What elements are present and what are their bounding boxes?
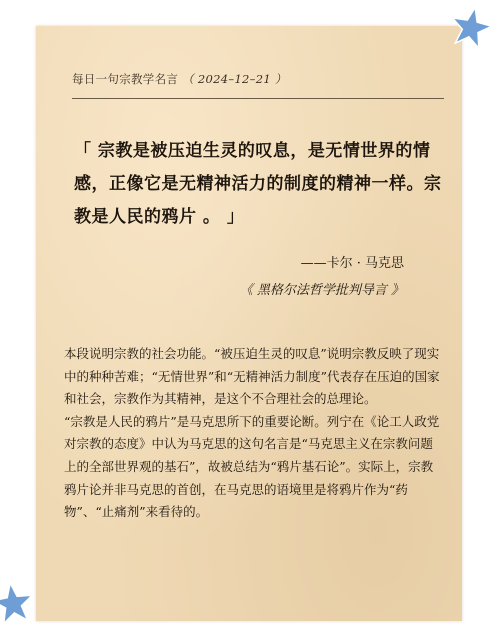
- header-date: （ 2024–12–21 ）: [182, 72, 287, 86]
- quote-source: 《 黑格尔法哲学批判导言 》: [239, 283, 404, 298]
- header-title: 每日一句宗教学名言: [72, 72, 179, 86]
- star-icon: [0, 580, 36, 626]
- header-divider: [72, 98, 444, 99]
- commentary: [64, 343, 440, 524]
- quote-card: [36, 26, 462, 621]
- commentary-paragraph-1: 本段说明宗教的社会功能。“被压迫生灵的叹息”说明宗教反映了现实中的种种苦难；“无情世界”和“无精神活力制度”代表存在压迫的国家和社会，宗教作为其精神，是这个不合理社会的总理论。: [64, 346, 440, 407]
- quote-text: 「 宗教是被压迫生灵的叹息，是无情世界的情感，正像它是无精神活力的制度的精神一样。宗教是人民的鸦片 。 」: [74, 141, 442, 227]
- quote-author: ——卡尔 · 马克思: [300, 256, 404, 271]
- commentary-paragraph-2: “宗教是人民的鸦片”是马克思所下的重要论断。列宁在《论工人政党对宗教的态度》中认为马克思的这句名言是“马克思主义在宗教问题上的全部世界观的基石”，故被总结为“鸦片基石论”。实际上，宗教鸦片论并非马克思的首创，在马克思的语境里是将鸦片作为“药物”、“止痛剂”来看待的。: [64, 413, 440, 520]
- star-icon: [448, 4, 494, 50]
- card-header: [72, 71, 444, 87]
